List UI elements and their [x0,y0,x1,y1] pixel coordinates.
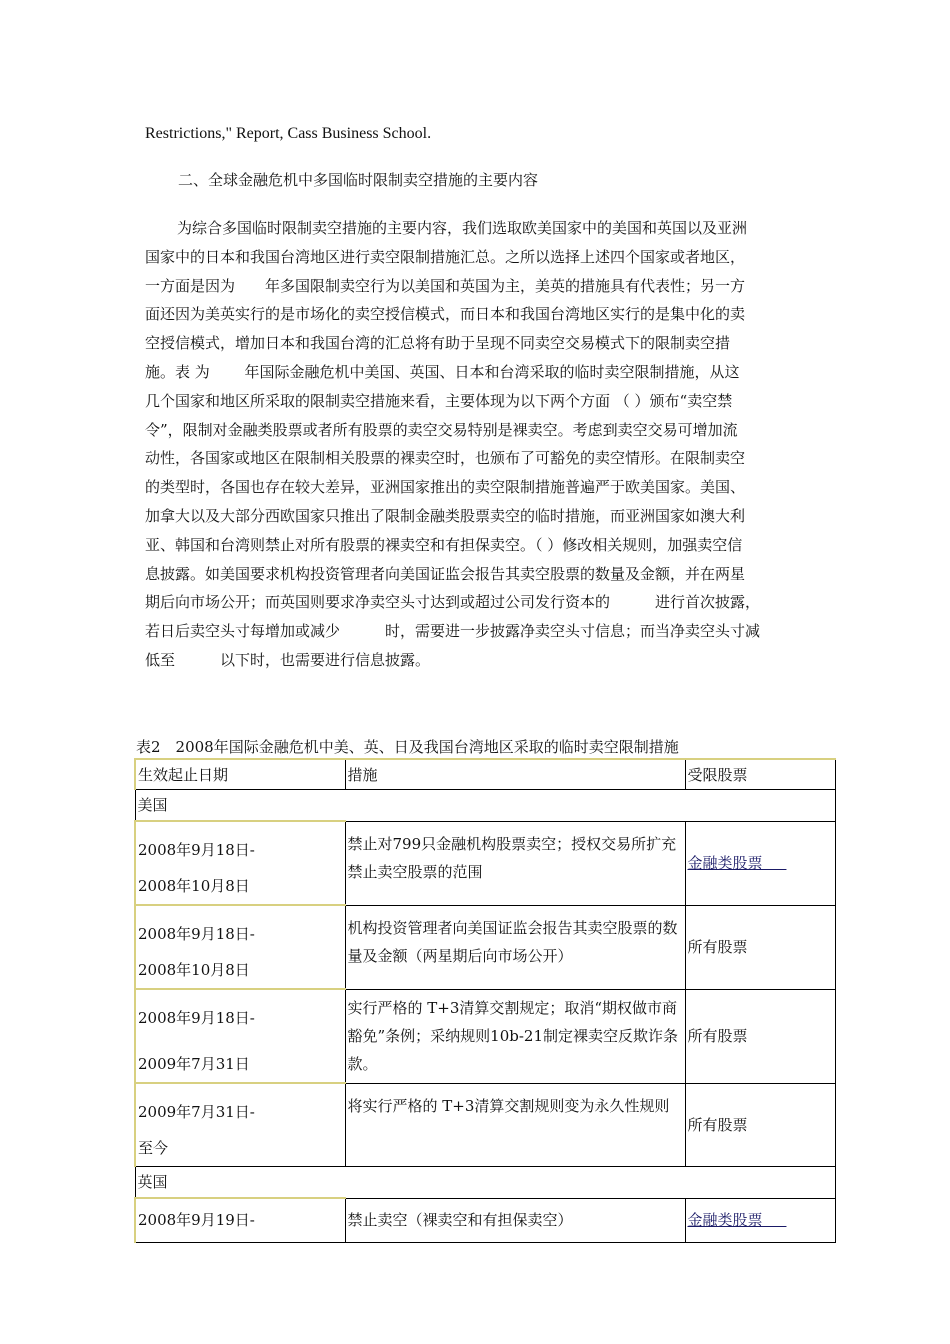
start-date: 2008年9月18日- [138,1009,255,1027]
end-date: 2008年10月8日 [138,877,250,895]
start-date: 2008年9月18日- [138,841,255,859]
body-line: 若日后卖空头寸每增加或减少 时，需要进一步披露净卖空头寸信息；而当净卖空头寸减 [145,622,761,641]
measure-cell: 机构投资管理者向美国证监会报告其卖空股票的数量及金额（两星期后向市场公开） [345,905,685,989]
body-line: 令”，限制对金融类股票或者所有股票的卖空交易特别是裸卖空。考虑到卖空交易可增加流 [145,420,738,439]
body-line: 亚、韩国和台湾则禁止对所有股票的裸卖空和有担保卖空。（ ）修改相关规则，加强卖空信 [145,535,743,554]
group-name: 美国 [135,790,835,822]
body-line: 几个国家和地区所采取的限制卖空措施来看，主要体现为以下两个方面 （ ）颁布“卖空禁 [145,391,733,410]
table-row [135,989,835,1083]
header-measure: 措施 [345,759,685,790]
table-header-row [135,759,835,790]
body-line: 息披露。如美国要求机构投资管理者向美国证监会报告其卖空股票的数量及金额，并在两星 [145,564,746,583]
table-row [135,1083,835,1167]
body-line: 一方面是因为 年多国限制卖空行为以美国和英国为主，美英的措施具有代表性；另一方 [145,276,746,295]
measure-cell: 实行严格的 T+3清算交割规定；取消“期权做市商豁免”条例；采纳规则10b-21制定裸卖空反欺诈条款。 [345,989,685,1083]
measures-table-wrap [134,758,834,1243]
stocks-cell [685,1198,835,1242]
body-line: 低至 以下时，也需要进行信息披露。 [145,650,431,669]
table-row [135,1198,835,1242]
body-line: 为综合多国临时限制卖空措施的主要内容，我们选取欧美国家中的美国和英国以及亚洲 [177,219,748,237]
group-row-us [135,790,835,822]
group-row-uk [135,1167,835,1199]
body-line: 空授信模式，增加日本和我国台湾的汇总将有助于呈现不同卖空交易模式下的限制卖空措 [145,334,731,353]
stocks-link[interactable]: 金融类股票 [687,1211,763,1229]
measures-table [134,758,836,1243]
body-line: 的类型时，各国也存在较大差异，亚洲国家推出的卖空限制措施普遍严于欧美国家。美国、 [145,478,746,497]
body-paragraph [145,214,810,675]
table-row [135,821,835,905]
date-cell [135,1083,345,1167]
body-line: 期后向市场公开；而英国则要求净卖空头寸达到或超过公司发行资本的 进行首次披露， [145,593,761,612]
end-date: 至今 [138,1139,169,1157]
end-date: 2008年10月8日 [138,961,250,979]
header-date: 生效起止日期 [135,759,345,790]
date-cell [135,821,345,905]
start-date: 2008年9月18日- [138,925,255,943]
date-cell [135,989,345,1083]
group-name: 英国 [135,1167,835,1199]
body-line: 施。表 为 年国际金融危机中美国、英国、日本和台湾采取的临时卖空限制措施，从这 [145,362,740,381]
body-line: 动性，各国家或地区在限制相关股票的裸卖空时，也颁布了可豁免的卖空情形。在限制卖空 [145,449,746,468]
measure-cell: 禁止卖空（裸卖空和有担保卖空） [345,1198,685,1242]
section-heading: 二、全球金融危机中多国临时限制卖空措施的主要内容 [178,171,539,189]
stocks-link[interactable]: 金融类股票 [687,854,763,872]
stocks-cell [685,821,835,905]
measure-cell: 禁止对799只金融机构股票卖空；授权交易所扩充禁止卖空股票的范围 [345,821,685,905]
stocks-cell: 所有股票 [685,905,835,989]
stocks-cell: 所有股票 [685,1083,835,1167]
date-cell: 2008年9月19日- [135,1198,345,1242]
body-line: 加拿大以及大部分西欧国家只推出了限制金融类股票卖空的临时措施，而亚洲国家如澳大利 [145,506,746,525]
start-date: 2009年7月31日- [138,1103,255,1121]
table-caption: 表2 2008年国际金融危机中美、英、日及我国台湾地区采取的临时卖空限制措施 [136,738,679,756]
table-row [135,905,835,989]
stocks-cell: 所有股票 [685,989,835,1083]
measure-cell: 将实行严格的 T+3清算交割规则变为永久性规则 [345,1083,685,1167]
reference-line: Restrictions," Report, Cass Business School. [145,125,432,142]
body-line: 面还因为美英实行的是市场化的卖空授信模式，而日本和我国台湾地区实行的是集中化的卖 [145,305,746,324]
body-line: 国家中的日本和我国台湾地区进行卖空限制措施汇总。之所以选择上述四个国家或者地区， [145,247,746,266]
end-date: 2009年7月31日 [138,1055,250,1073]
date-cell [135,905,345,989]
header-stocks: 受限股票 [685,759,835,790]
